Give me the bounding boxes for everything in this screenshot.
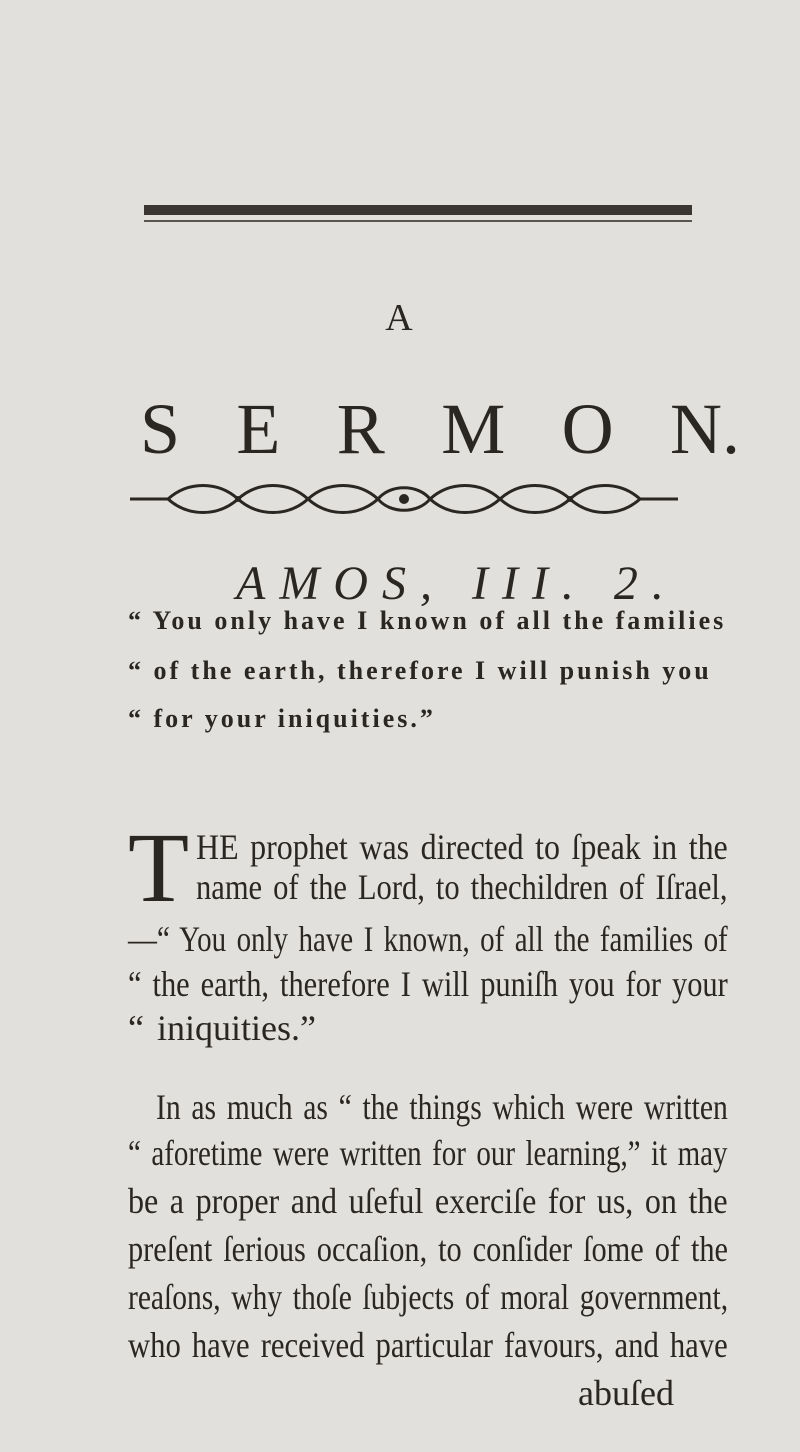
body-line: “ aforetime were written for our learning,” it may	[128, 1133, 728, 1173]
body-line: name of the Lord, to thechildren of Iſrael,	[196, 867, 728, 907]
decorative-ornament	[128, 476, 680, 522]
title-letter: N.	[669, 389, 740, 469]
epigraph-line: “ You only have I known of all the families	[128, 606, 727, 635]
epigraph-line: “ of the earth, therefore I will punish you	[128, 656, 712, 685]
title-letter: S	[140, 389, 181, 469]
body-line: In as much as “ the things which were written	[156, 1087, 728, 1127]
body-line: be a proper and uſeful exerciſe for us, on the	[128, 1181, 728, 1221]
title-letter: O	[561, 389, 614, 469]
epigraph-line: “ for your iniquities.”	[128, 704, 436, 733]
top-rule-thin	[144, 220, 692, 222]
body-line: reaſons, why thoſe ſubjects of moral government,	[128, 1277, 729, 1317]
body-line: —“ You only have I known, of all the families of	[128, 919, 728, 959]
catchword: abuſed	[578, 1373, 674, 1413]
body-line: HE prophet was directed to ſpeak in the	[196, 827, 728, 867]
drop-cap: T	[128, 812, 190, 923]
title-letter: M	[441, 389, 506, 469]
body-line: “ the earth, therefore I will puniſh you for your	[128, 964, 728, 1004]
title-letter: R	[336, 389, 385, 469]
top-rule	[144, 205, 692, 215]
body-line: who have received particular favours, and have	[128, 1325, 728, 1365]
body-line: “ iniquities.”	[128, 1008, 316, 1048]
body-line: preſent ſerious occaſion, to conſider ſome of the	[128, 1229, 729, 1269]
sermon-title	[140, 388, 740, 471]
title-letter: E	[236, 389, 281, 469]
scripture-citation: AMOS, III. 2.	[236, 557, 678, 610]
heading-article: A	[385, 297, 415, 339]
